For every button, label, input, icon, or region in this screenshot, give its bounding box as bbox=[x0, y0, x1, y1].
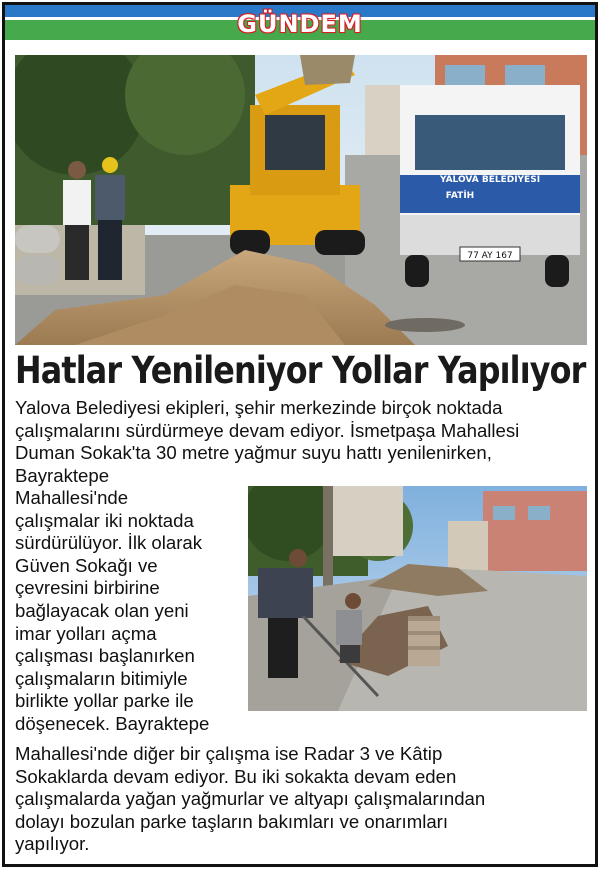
section-header bbox=[5, 5, 595, 43]
text-line: birlikte yollar parke ile bbox=[15, 690, 194, 712]
newspaper-page bbox=[2, 2, 598, 867]
text-line: Bayraktepe bbox=[15, 464, 110, 486]
truck-label: YALOVA BELEDİYESİ bbox=[439, 175, 541, 185]
truck-plate: 77 AY 167 bbox=[467, 251, 513, 261]
text-line: Güven Sokağı ve bbox=[15, 554, 158, 576]
text-line: sürdürülüyor. İlk olarak bbox=[15, 532, 203, 554]
text-line: çevresini birbirine bbox=[15, 577, 160, 599]
truck-label-2: FATİH bbox=[445, 191, 475, 201]
section-title: GÜNDEM bbox=[237, 10, 363, 38]
text-line: döşenecek. Bayraktepe bbox=[15, 712, 210, 734]
text-line: Yalova Belediyesi ekipleri, şehir merkezinde birçok noktada bbox=[15, 397, 503, 418]
text-line: Mahallesi'nde bbox=[15, 487, 129, 508]
text-line: dolayı bozulan parke taşların bakımları ve onarımları bbox=[15, 810, 449, 832]
text-line: çalışmalarda yağan yağmurlar ve altyapı çalışmalarından bbox=[15, 788, 486, 810]
text-line: yapılıyor. bbox=[15, 833, 90, 855]
article-text-bottom bbox=[15, 743, 589, 856]
text-line: bağlayacak olan yeni bbox=[15, 599, 189, 621]
text-line: imar yolları açma bbox=[15, 622, 157, 644]
text-line: Sokaklarda devam ediyor. Bu iki sokakta devam eden bbox=[15, 765, 457, 787]
text-line: çalışmalar iki noktada bbox=[15, 509, 194, 531]
article-text-top bbox=[15, 397, 589, 487]
inline-photo bbox=[248, 486, 587, 711]
text-line: Mahallesi'nde diğer bir çalışma ise Radar 3 ve Kâtip bbox=[15, 743, 443, 764]
text-line: Duman Sokak'ta 30 metre yağmur suyu hattı yenilenirken, bbox=[15, 442, 492, 464]
text-line: çalışmaların bitimiyle bbox=[15, 667, 188, 689]
main-photo bbox=[15, 55, 587, 345]
article-text-left bbox=[15, 487, 247, 736]
text-line: çalışması başlanırken bbox=[15, 645, 195, 667]
text-line: çalışmalarını sürdürmeye devam ediyor. İsmetpaşa Mahallesi bbox=[15, 419, 520, 441]
article-headline: Hatlar Yenileniyor Yollar Yapılıyor bbox=[15, 349, 586, 392]
